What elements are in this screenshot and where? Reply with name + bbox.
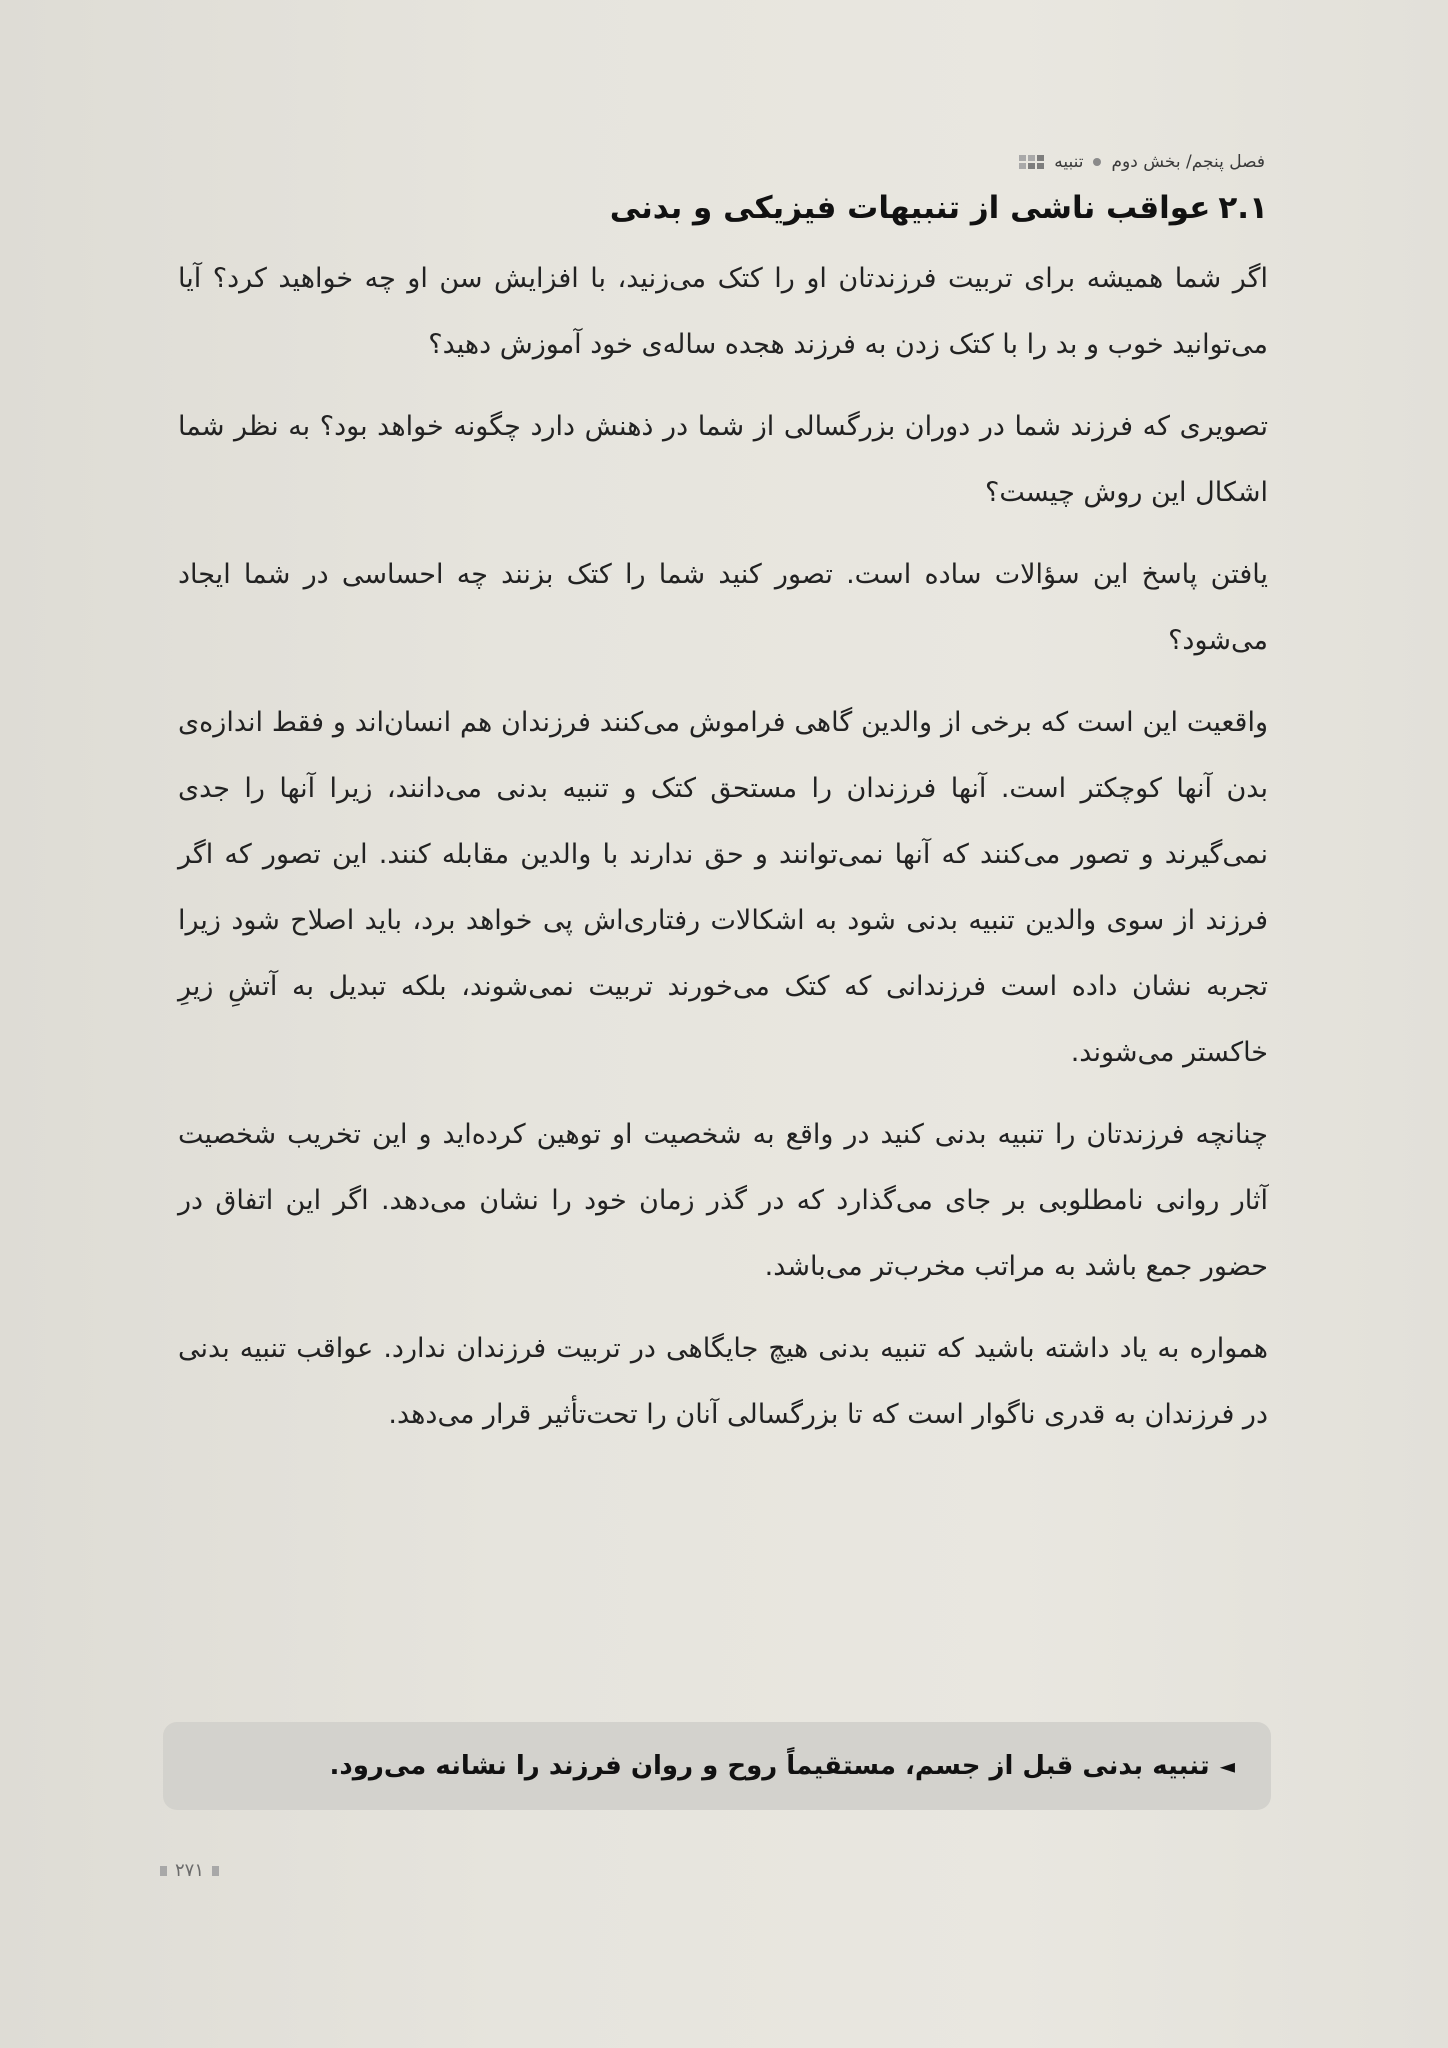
page-number-text: ۲۷۱: [175, 1860, 205, 1881]
callout-text: تنبیه بدنی قبل از جسم، مستقیماً روح و روان فرزند را نشانه می‌رود.: [329, 1751, 1210, 1781]
paragraph: اگر شما همیشه برای تربیت فرزندتان او را کتک می‌زنید، با افزایش سن او چه خواهید کرد؟ آیا می‌توانید خوب و بد را با کتک زدن به فرزند هجده ساله‌ی خود آموزش دهید؟: [178, 263, 1268, 360]
folio-mark-icon: [212, 1866, 219, 1876]
folio-mark-icon: [160, 1866, 167, 1876]
key-point-callout: [163, 1722, 1271, 1810]
running-head-topic: تنبیه: [1054, 152, 1084, 172]
section-title: عواقب ناشی از تنبیهات فیزیکی و بدنی: [609, 190, 1211, 226]
running-head: [0, 152, 1448, 172]
section-mark-icon: [1019, 155, 1044, 169]
separator-dot: [1093, 158, 1101, 166]
paragraph: همواره به یاد داشته باشید که تنبیه بدنی هیچ جایگاهی در تربیت فرزندان ندارد. عواقب تنبیه بدنی در فرزندان به قدری ناگوار است که تا بزرگسالی آنان را تحت‌تأثیر قرار می‌دهد.: [178, 1333, 1268, 1430]
paragraph: واقعیت این است که برخی از والدین گاهی فراموش می‌کنند فرزندان هم انسان‌اند و فقط اندازه‌ی بدن آنها کوچکتر است. آنها فرزندان را مستحق کتک و تنبیه بدنی می‌دانند، زیرا آنها را جدی نمی‌گیرند و تصور می‌کنند که آنها نمی‌توانند و حق ندارند با والدین مقابله کنند. این تصور که اگر فرزند از سوی والدین تنبیه بدنی شود به اشکالات رفتاری‌اش پی خواهد برد، باید اصلاح شود زیرا تجربه نشان داده است فرزندانی که کتک می‌خورند تربیت نمی‌شوند، بلکه تبدیل به آتشِ زیرِ خاکستر می‌شوند.: [178, 707, 1268, 1068]
triangle-marker-icon: ◄: [1219, 1754, 1235, 1778]
section-number: ۲.۱: [1218, 190, 1268, 226]
page-number: [160, 1860, 219, 1881]
page-body: [178, 190, 1268, 1464]
section-heading: [178, 190, 1268, 226]
paragraph: تصویری که فرزند شما در دوران بزرگسالی از شما در ذهنش دارد چگونه خواهد بود؟ به نظر شما اشکال این روش چیست؟: [178, 411, 1268, 508]
paragraph: یافتن پاسخ این سؤالات ساده است. تصور کنید شما را کتک بزنند چه احساسی در شما ایجاد می‌شود؟: [178, 559, 1268, 656]
paragraph: چنانچه فرزندتان را تنبیه بدنی کنید در واقع به شخصیت او توهین کرده‌اید و این تخریب شخصیت آثار روانی نامطلوبی بر جای می‌گذارد که در گذر زمان خود را نشان می‌دهد. اگر این اتفاق در حضور جمع باشد به مراتب مخرب‌تر می‌باشد.: [178, 1119, 1268, 1282]
running-head-chapter: فصل پنجم/ بخش دوم: [1111, 152, 1265, 172]
